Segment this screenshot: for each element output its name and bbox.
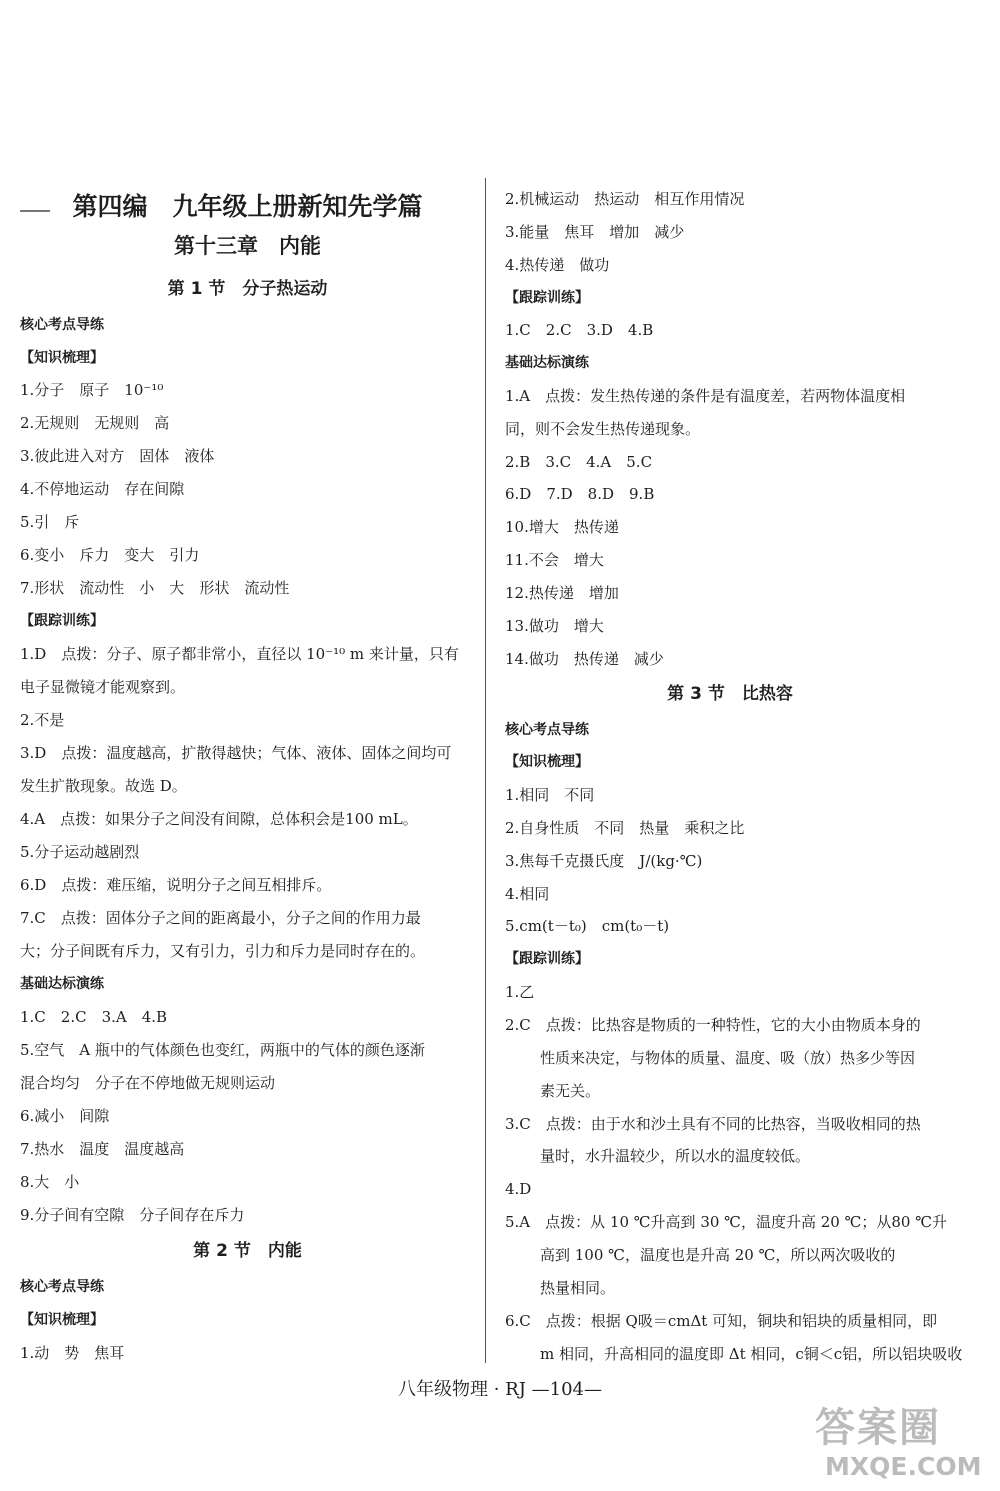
page-footer: 八年级物理 · RJ —104— (397, 1379, 602, 1400)
answer-line: 1.动 势 焦耳 (20, 1344, 125, 1362)
answer-line: 2.无规则 无规则 高 (20, 414, 170, 432)
tracking-heading: 【跟踪训练】 (505, 951, 589, 967)
core-heading: 核心考点导练 (20, 317, 104, 333)
answer-line: 6.D 点拨：难压缩，说明分子之间互相排斥。 (20, 876, 332, 894)
tracking-heading: 【跟踪训练】 (20, 613, 104, 629)
answer-line-cont: 高到 100 ℃，温度也是升高 20 ℃，所以两次吸收的 (540, 1246, 896, 1264)
chapter-title: 第十三章 内能 (174, 234, 321, 258)
answer-line: 13.做功 增大 (505, 617, 604, 635)
answer-line: 6.D 7.D 8.D 9.B (505, 485, 655, 503)
answer-line: 3.D 点拨：温度越高，扩散得越快；气体、液体、固体之间均可 (20, 744, 452, 762)
answer-line: 2.机械运动 热运动 相互作用情况 (505, 190, 745, 208)
answer-line: 1.A 点拨：发生热传递的条件是有温度差，若两物体温度相 (505, 387, 906, 405)
answer-line: 3.彼此进入对方 固体 液体 (20, 447, 215, 465)
watermark-text: 答案圈 (815, 1405, 941, 1451)
section-3-title: 第 3 节 比热容 (667, 684, 793, 704)
answer-line-cont: 混合均匀 分子在不停地做无规则运动 (20, 1074, 276, 1092)
answer-line: 5.分子运动越剧烈 (20, 843, 140, 861)
answer-line: 5.引 斥 (20, 513, 80, 531)
answer-line: 10.增大 热传递 (505, 518, 619, 536)
core-heading: 核心考点导练 (505, 722, 589, 738)
answer-line: 1.分子 原子 10⁻¹⁰ (20, 381, 164, 399)
answer-line: 5.cm(t－t₀) cm(t₀－t) (505, 917, 670, 935)
watermark-logo (815, 1405, 990, 1483)
answer-line: 1.C 2.C 3.D 4.B (505, 321, 654, 339)
tracking-heading: 【跟踪训练】 (505, 290, 589, 306)
knowledge-heading: 【知识梳理】 (20, 350, 104, 366)
answer-line: 1.相同 不同 (505, 786, 595, 804)
answer-line-cont: 素无关。 (540, 1082, 601, 1100)
answer-line: 7.C 点拨：固体分子之间的距离最小，分子之间的作用力最 (20, 909, 421, 927)
basic-heading: 基础达标演练 (505, 355, 589, 371)
answer-line: 8.大 小 (20, 1173, 80, 1191)
watermark-url: MXQE.COM (825, 1452, 982, 1481)
answer-line: 2.C 点拨：比热容是物质的一种特性，它的大小由物质本身的 (505, 1016, 921, 1034)
answer-line: 6.减小 间隙 (20, 1107, 110, 1125)
answer-line: 5.空气 A 瓶中的气体颜色也变红，两瓶中的气体的颜色逐渐 (20, 1041, 425, 1059)
answer-line-cont: 大；分子间既有斥力，又有引力，引力和斥力是同时存在的。 (20, 942, 426, 960)
section-1-title: 第 1 节 分子热运动 (167, 279, 328, 299)
answer-line: 6.变小 斥力 变大 引力 (20, 546, 200, 564)
knowledge-heading: 【知识梳理】 (505, 754, 589, 770)
answer-line: 1.C 2.C 3.A 4.B (20, 1008, 168, 1026)
answer-line-cont: 性质来决定，与物体的质量、温度、吸（放）热多少等因 (540, 1049, 916, 1067)
answer-line: 5.A 点拨：从 10 ℃升高到 30 ℃，温度升高 20 ℃；从80 ℃升 (505, 1213, 947, 1231)
answer-line-cont: 热量相同。 (540, 1279, 616, 1297)
answer-line: 3.C 点拨：由于水和沙土具有不同的比热容，当吸收相同的热 (505, 1115, 921, 1133)
answer-line: 2.自身性质 不同 热量 乘积之比 (505, 819, 745, 837)
basic-heading: 基础达标演练 (20, 976, 104, 992)
section-2-title: 第 2 节 内能 (193, 1241, 302, 1261)
answer-line: 4.不停地运动 存在间隙 (20, 480, 185, 498)
answer-line: 3.能量 焦耳 增加 减少 (505, 223, 685, 241)
part-title: 第四编 九年级上册新知先学篇 (72, 192, 423, 221)
answer-line-cont: 发生扩散现象。故选 D。 (20, 777, 187, 795)
answer-line-cont: 量时，水升温较少，所以水的温度较低。 (540, 1147, 811, 1165)
answer-line: 4.热传递 做功 (505, 256, 610, 274)
answer-line: 2.B 3.C 4.A 5.C (505, 453, 653, 471)
answer-line: 3.焦每千克摄氏度 J/(kg·℃) (505, 852, 703, 870)
answer-line: 1.D 点拨：分子、原子都非常小，直径以 10⁻¹⁰ m 来计量，只有 (20, 645, 459, 663)
answer-line: 11.不会 增大 (505, 551, 604, 569)
answer-line: 4.相同 (505, 885, 550, 903)
answer-line: 2.不是 (20, 711, 65, 729)
answer-line: 7.热水 温度 温度越高 (20, 1140, 185, 1158)
knowledge-heading: 【知识梳理】 (20, 1312, 104, 1328)
answer-line: 9.分子间有空隙 分子间存在斥力 (20, 1206, 245, 1224)
answer-line: 1.乙 (505, 983, 535, 1001)
answer-line: 4.D (505, 1180, 532, 1198)
answer-line-cont: m 相同，升高相同的温度即 Δt 相同，c铜＜c铝，所以铝块吸收 (540, 1345, 963, 1363)
answer-line: 12.热传递 增加 (505, 584, 619, 602)
answer-line: 7.形状 流动性 小 大 形状 流动性 (20, 579, 290, 597)
answer-line-cont: 电子显微镜才能观察到。 (20, 678, 186, 696)
answer-line-cont: 同，则不会发生热传递现象。 (505, 420, 701, 438)
column-divider (485, 178, 486, 1363)
answer-line: 4.A 点拨：如果分子之间没有间隙，总体积会是100 mL。 (20, 810, 418, 828)
answer-line: 6.C 点拨：根据 Q吸＝cmΔt 可知，铜块和铝块的质量相同，即 (505, 1312, 938, 1330)
answer-line: 14.做功 热传递 减少 (505, 650, 664, 668)
core-heading: 核心考点导练 (20, 1279, 104, 1295)
